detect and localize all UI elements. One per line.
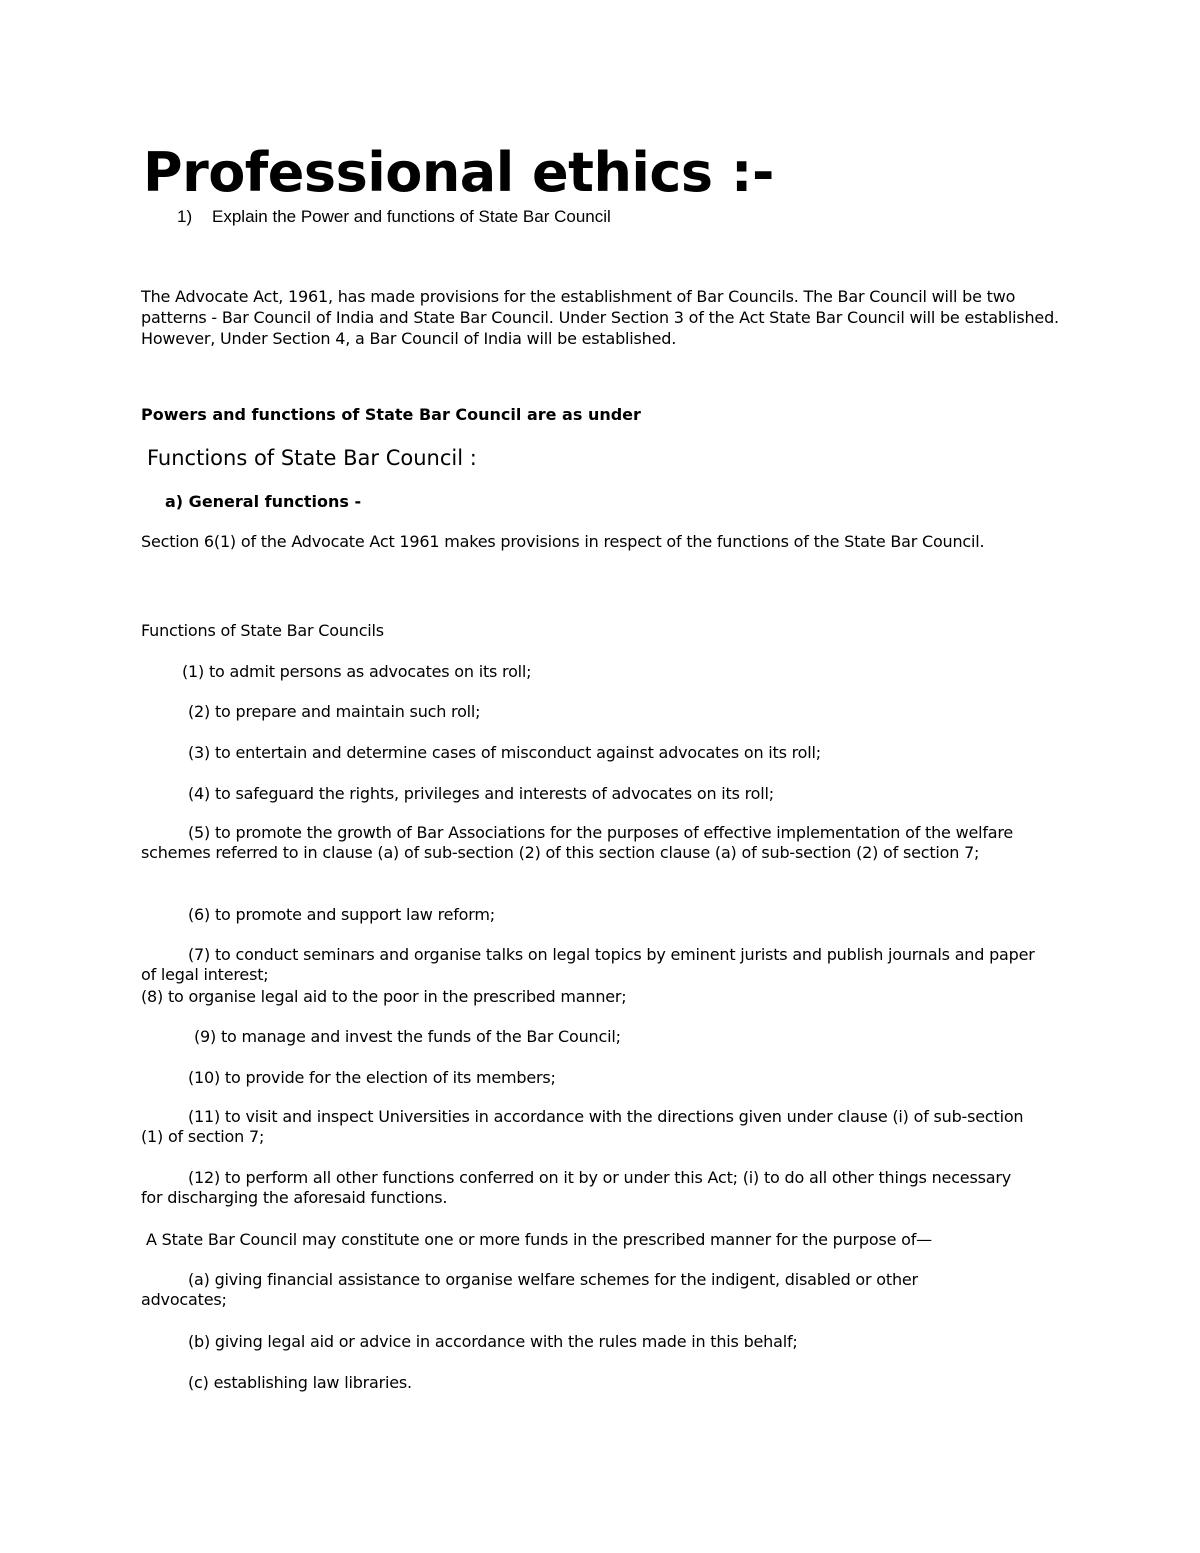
list-item: (12) to perform all other functions conferred on it by or under this Act; (i) to do all other things necessary for discharging the aforesaid functions.	[141, 1168, 1011, 1207]
list-item: (5) to promote the growth of Bar Associations for the purposes of effective implementation of the welfare schemes referred to in clause (a) of sub-section (2) of this section clause (a) of sub-section (2) of section 7;	[141, 823, 1014, 862]
list-item: (1) to admit persons as advocates on its roll;	[182, 662, 532, 681]
list-item: (9) to manage and invest the funds of the Bar Council;	[194, 1027, 621, 1046]
list-item: (11) to visit and inspect Universities in accordance with the directions given under clause (i) of sub-section (1) of section 7;	[141, 1107, 1024, 1146]
list-item: (2) to prepare and maintain such roll;	[188, 702, 481, 721]
list-item: (b) giving legal aid or advice in accordance with the rules made in this behalf;	[188, 1332, 798, 1351]
list-item: (4) to safeguard the rights, privileges and interests of advocates on its roll;	[188, 784, 774, 803]
question-number: 1)	[177, 207, 193, 226]
list-item: (10) to provide for the election of its members;	[188, 1068, 556, 1087]
funds-intro: A State Bar Council may constitute one or more funds in the prescribed manner for the purpose of—	[146, 1230, 932, 1249]
list-item: (7) to conduct seminars and organise talks on legal topics by eminent jurists and publish journals and paper of legal interest;	[141, 945, 1035, 984]
functions-list-title: Functions of State Bar Councils	[141, 621, 384, 640]
question-text: Explain the Power and functions of State Bar Council	[212, 207, 611, 226]
intro-paragraph: The Advocate Act, 1961, has made provisions for the establishment of Bar Councils. The Bar Council will be two patterns - Bar Council of India and State Bar Council. Under Section 3 of the Act State Bar Council will be established. However, Under Section 4, a Bar Council of India will be established.	[141, 287, 1059, 348]
section6-paragraph: Section 6(1) of the Advocate Act 1961 makes provisions in respect of the functions of the State Bar Council.	[141, 532, 985, 551]
functions-heading: Functions of State Bar Council :	[147, 446, 477, 470]
page-title: Professional ethics :-	[143, 141, 774, 204]
list-item: (c) establishing law libraries.	[188, 1373, 412, 1392]
list-item: (a) giving financial assistance to organise welfare schemes for the indigent, disabled or other advocates;	[141, 1270, 918, 1309]
powers-heading: Powers and functions of State Bar Council are as under	[141, 405, 641, 424]
list-item: (8) to organise legal aid to the poor in the prescribed manner;	[141, 987, 627, 1006]
list-item: (6) to promote and support law reform;	[188, 905, 495, 924]
question-line	[177, 206, 611, 228]
general-functions-heading: a) General functions -	[165, 492, 362, 511]
list-item: (3) to entertain and determine cases of misconduct against advocates on its roll;	[188, 743, 821, 762]
